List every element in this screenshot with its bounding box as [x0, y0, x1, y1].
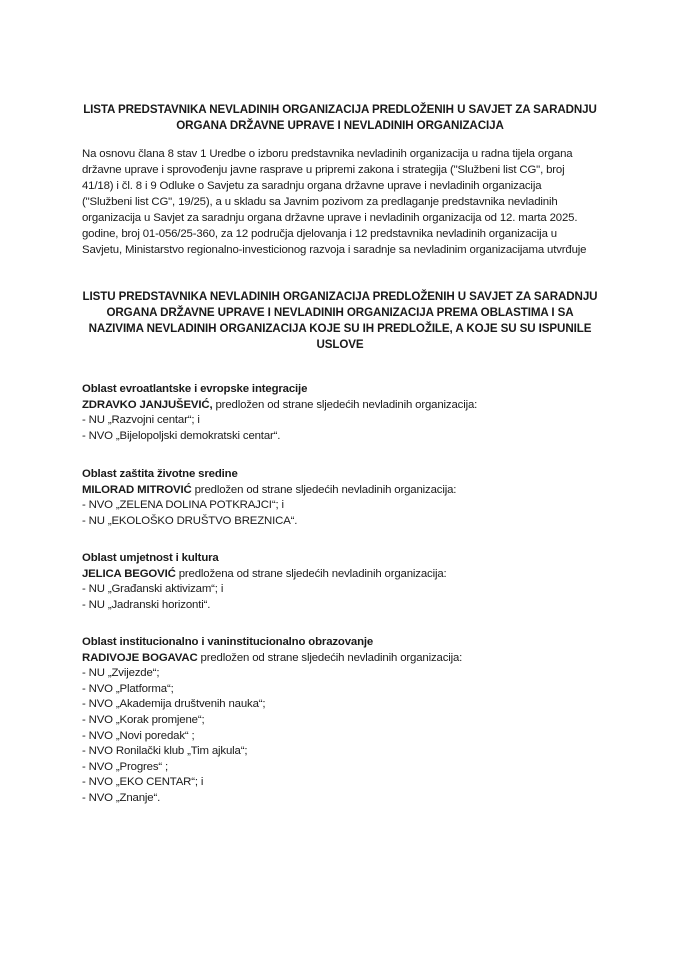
section-area-heading: Oblast evroatlantske i evropske integracije — [82, 383, 308, 395]
subtitle-line: LISTU PREDSTAVNIKA NEVLADINIH ORGANIZACIJA PREDLOŽENIH U SAVJET ZA SARADNJU — [82, 290, 598, 303]
organization-item: - NVO „ZELENA DOLINA POTKRAJCI“; i — [82, 499, 284, 512]
organization-item: - NVO „Platforma“; — [82, 682, 174, 695]
organization-item: - NVO „Progres“ ; — [82, 760, 169, 773]
organization-item: - NVO „Novi poredak“ ; — [82, 729, 195, 742]
section-eu-integration — [82, 382, 602, 444]
intro-line: godine, broj 01-056/25-360, za 12 područja djelovanja i 12 predstavnika nevladinih organizacija u — [82, 228, 557, 240]
section-area-heading: Oblast institucionalno i vaninstitucionalno obrazovanje — [82, 636, 374, 648]
candidate-line — [82, 398, 602, 414]
organization-item: - NU „EKOLOŠKO DRUŠTVO BREZNICA“. — [82, 514, 298, 527]
intro-line: državne uprave i sprovođenju javne rasprave u pripremi zakona i strategija ("Službeni list CG", broj — [82, 164, 565, 176]
section-area-heading: Oblast umjetnost i kultura — [82, 552, 219, 564]
candidate-line — [82, 567, 602, 583]
title-line: ORGANA DRŽAVNE UPRAVE I NEVLADINIH ORGANIZACIJA — [176, 119, 504, 132]
organization-item: - NU „Razvojni centar“; i — [82, 414, 200, 427]
organization-item: - NU „Zvijezde“; — [82, 667, 160, 680]
candidate-line — [82, 483, 602, 499]
intro-line: ("Službeni list CG", 19/25), a u skladu sa Javnim pozivom za predlaganje predstavnika nevladinih — [82, 196, 558, 208]
section-area-heading: Oblast zaštita životne sredine — [82, 468, 238, 480]
organization-item: - NVO „Znanje“. — [82, 791, 161, 804]
section-art-culture — [82, 551, 602, 613]
organization-item: - NVO „EKO CENTAR“; i — [82, 776, 204, 789]
candidate-line — [82, 651, 602, 667]
list-subtitle — [70, 289, 610, 353]
proposed-text: predložena od strane sljedećih nevladinih organizacija: — [175, 567, 447, 580]
subtitle-line: ORGANA DRŽAVNE UPRAVE I NEVLADINIH ORGANIZACIJA PREMA OBLASTIMA I SA — [106, 306, 574, 319]
organization-item: - NU „Građanski aktivizam“; i — [82, 583, 224, 596]
organization-item: - NU „Jadranski horizonti“. — [82, 598, 211, 611]
intro-line: Savjetu, Ministarstvo regionalno-investicionog razvoja i saradnje sa nevladinim organizacijama utvrđuje — [82, 244, 587, 256]
section-education — [82, 635, 602, 807]
intro-line: Na osnovu člana 8 stav 1 Uredbe o izboru predstavnika nevladinih organizacija u radna tijela organa — [82, 148, 573, 160]
proposed-text: predložen od strane sljedećih nevladinih organizacija: — [212, 398, 478, 411]
organization-item: - NVO Ronilački klub „Tim ajkula“; — [82, 745, 248, 758]
proposed-text: predložen od strane sljedećih nevladinih organizacija: — [197, 651, 463, 664]
organization-item: - NVO „Akademija društvenih nauka“; — [82, 698, 266, 711]
intro-paragraph — [82, 146, 598, 258]
organization-item: - NVO „Korak promjene“; — [82, 713, 205, 726]
subtitle-line: NAZIVIMA NEVLADINIH ORGANIZACIJA KOJE SU IH PREDLOŽILE, A KOJE SU SU ISPUNILE — [88, 322, 592, 335]
candidate-name: MILORAD MITROVIĆ — [82, 483, 192, 496]
title-line: LISTA PREDSTAVNIKA NEVLADINIH ORGANIZACIJA PREDLOŽENIH U SAVJET ZA SARADNJU — [83, 103, 597, 116]
subtitle-line: USLOVE — [316, 338, 364, 351]
intro-line: organizacija u Savjet za saradnju organa državne uprave i nevladinih organizacija od 12. marta 2025. — [82, 212, 578, 224]
candidate-name: JELICA BEGOVIĆ — [82, 567, 176, 580]
intro-line: 41/18) i čl. 8 i 9 Odluke o Savjetu za saradnju organa državne uprave i nevladinih organizacija — [82, 180, 542, 192]
document-title — [70, 102, 610, 134]
proposed-text: predložen od strane sljedećih nevladinih organizacija: — [191, 483, 457, 496]
candidate-name: ZDRAVKO JANJUŠEVIĆ, — [82, 398, 213, 411]
section-environment — [82, 467, 602, 529]
candidate-name: RADIVOJE BOGAVAC — [82, 651, 198, 664]
organization-item: - NVO „Bijelopoljski demokratski centar“. — [82, 429, 281, 442]
